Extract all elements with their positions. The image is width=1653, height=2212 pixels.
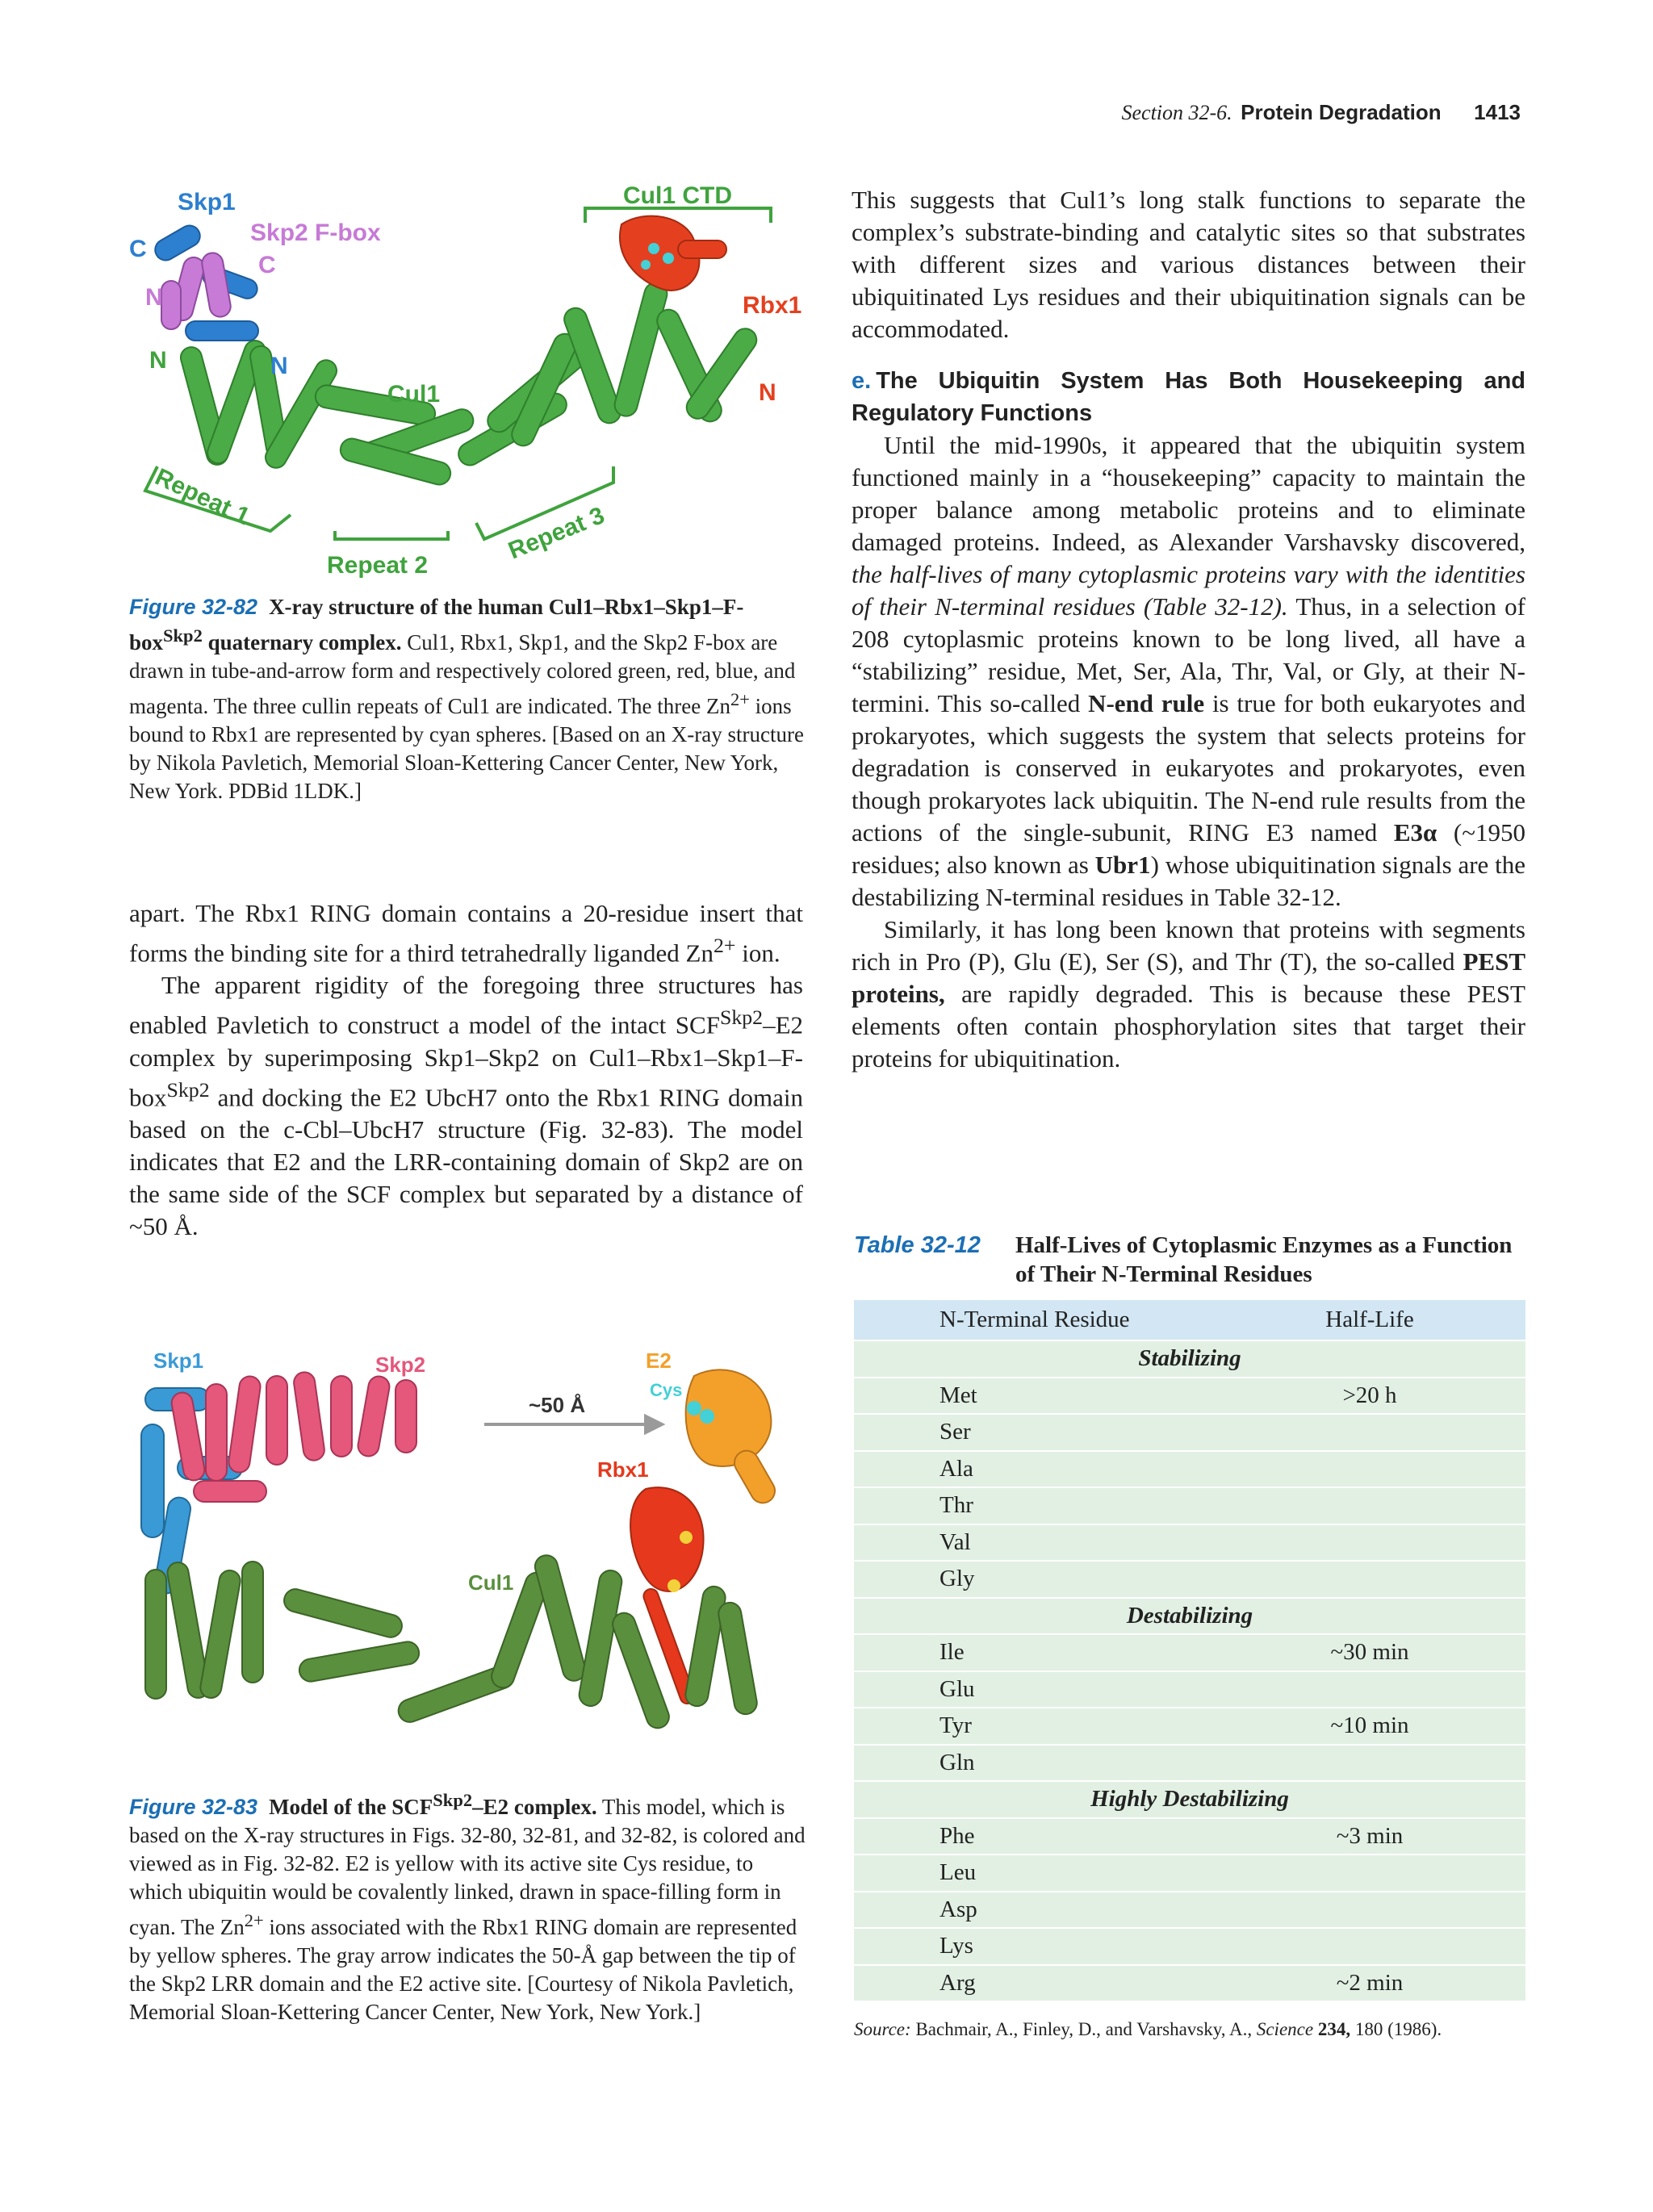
half-life-table [854,1300,1525,2002]
table-row [854,1854,1525,1892]
table-group-row [854,1598,1525,1635]
halflife-cell [1214,1892,1525,1929]
fig82-label-repeat1: Repeat 1 [151,463,254,531]
left-paragraph-1 [129,897,803,969]
table-header-row [854,1300,1525,1340]
left-p2-sup2: Skp2 [166,1077,210,1102]
fig82-title-sup: Skp2 [163,625,203,646]
page-number: 1413 [1474,100,1521,124]
section-letter: e. [852,368,872,394]
right-paragraph-0: This suggests that Cul1’s long stalk functions to separate the complex’s substrate-binding and catalytic sites so that substrates with different sizes and various distances between their ubiquitinated Lys residues and their ubiquitination signals can be accommodated. [852,186,1525,343]
fig83-label-skp2: Skp2 [375,1353,426,1377]
source-volume: 234, [1313,2019,1351,2039]
scf-e2-model-illustration [129,1344,807,1779]
right-p2-a: Similarly, it has long been known that proteins with segments rich in Pro (P), Glu (E), Ser (S), and Thr (T), the so-called [852,915,1525,976]
right-p1-bold3: Ubr1 [1094,851,1151,879]
left-p1-sup: 2+ [714,934,736,957]
table-32-12 [854,1231,1525,2042]
source-authors: Bachmair, A., Finley, D., and Varshavsky, A., [910,2019,1257,2039]
halflife-cell: ~30 min [1214,1634,1525,1671]
left-p2-a: The apparent rigidity of the foregoing three structures has enabled Pavletich to construct a model of the intact SCF [129,971,803,1039]
col-header-halflife: Half-Life [1214,1300,1525,1340]
left-paragraph-2 [129,969,803,1243]
fig82-label-rbx1: Rbx1 [743,292,802,319]
fig82-label-cul1ctd: Cul1 CTD [623,184,732,209]
right-p1-b: Thus, in a selection of 208 cytoplasmic proteins known to be long lived, all have a “stabilizing” residue, Met, Ser, Ala, Thr, Val, or Gly, at their N-termini. This so-called [852,592,1525,717]
left-column-text [129,897,803,1243]
fig82-text-a: Cul1, Rbx1, Skp1, and the Skp2 F-box are drawn in tube-and-arrow form and respectively colored green, red, blue, and magenta. The three cullin repeats of Cul1 are indicated. The three Zn [129,630,796,718]
fig82-label-n2: N [270,353,288,379]
table-title: Half-Lives of Cytoplasmic Enzymes as a Function of Their N-Terminal Residues [1015,1232,1513,1287]
halflife-cell [1214,1487,1525,1524]
left-p1-b: ion. [735,939,780,968]
halflife-cell [1214,1414,1525,1451]
residue-cell: Ser [854,1414,1214,1451]
fig82-label-repeat2: Repeat 2 [327,552,429,579]
group-label: Highly Destabilizing [854,1781,1525,1818]
halflife-cell: ~3 min [1214,1818,1525,1855]
halflife-cell: ~2 min [1214,1965,1525,2002]
residue-cell: Ile [854,1634,1214,1671]
table-row [854,1634,1525,1671]
residue-cell: Arg [854,1965,1214,2002]
left-p2-c: and docking the E2 UbcH7 onto the Rbx1 RING domain based on the c-Cbl–UbcH7 structure (Fig. 32-83). The model indicates that E2 and the LRR-containing domain of Skp2 are on the same side of the SCF complex but separated by a distance of ~50 Å. [129,1082,803,1240]
residue-cell: Glu [854,1671,1214,1708]
fig82-label-repeat3: Repeat 3 [504,502,609,565]
halflife-cell [1214,1561,1525,1598]
right-p1-bold2: E3α [1393,818,1437,847]
right-p1-c: is true for both eukaryotes and prokaryotes, which suggests the system that selects proteins for degradation is conserved in eukaryotes and prokaryotes, even though prokaryotes lack ubiquitin. The N-end rule results from the actions of the single-subunit, RING E3 named [852,689,1525,847]
table-group-row [854,1340,1525,1378]
halflife-cell [1214,1671,1525,1708]
table-row [854,1414,1525,1451]
source-journal: Science [1256,2019,1314,2039]
residue-cell: Phe [854,1818,1214,1855]
halflife-cell: >20 h [1214,1378,1525,1415]
fig82-title-b: quaternary complex. [202,630,402,654]
table-row [854,1818,1525,1855]
fig83-label-skp1: Skp1 [153,1349,204,1373]
running-header [1121,100,1521,125]
cul1-complex-structure-illustration [129,184,807,587]
table-row [854,1928,1525,1965]
fig83-label-rbx1: Rbx1 [597,1457,649,1482]
right-paragraph-2 [852,914,1525,1075]
fig82-label-n1: N [145,284,163,311]
left-p1-a: apart. The Rbx1 RING domain contains a 20-residue insert that forms the binding site for a third tetrahedrally liganded Zn [129,899,803,968]
fig83-text-b: ions associated with the Rbx1 RING domain are represented by yellow spheres. The gray arrow indicates the 50-Å gap between the tip of the Skp2 LRR domain and the E2 active site. [Courtesy of Nikola Pavletich, Memorial Sloan-Kettering Cancer Center, New York, New York.] [129,1915,797,2024]
source-pages: 180 (1986). [1350,2019,1442,2039]
table-source [854,2017,1525,2042]
halflife-cell: ~10 min [1214,1708,1525,1745]
col-header-residue: N-Terminal Residue [854,1300,1214,1340]
halflife-cell [1214,1451,1525,1488]
table-row [854,1708,1525,1745]
fig82-text-b: ions bound to Rbx1 are represented by cyan spheres. [Based on an X-ray structure by Nikola Pavletich, Memorial Sloan-Kettering Cancer Center, New York, New York. PDBid 1LDK.] [129,694,804,803]
fig82-label-skp1: Skp1 [178,189,236,215]
right-p1-a: Until the mid-1990s, it appeared that the ubiquitin system functioned mainly in a “housekeeping” capacity to maintain the proper balance among metabolic proteins and to eliminate damaged proteins. Indeed, as Alexander Varshavsky discovered, [852,431,1525,556]
fig83-text-a: This model, which is based on the X-ray structures in Figs. 32-80, 32-81, and 32-82, is colored and viewed as in Fig. 32-82. E2 is yellow with its active site Cys residue, to which ubiquitin would be covalently linked, drawn in space-filling form in cyan. The Zn [129,1795,806,1939]
fig82-label-c2: C [258,252,276,278]
fig83-title-b: –E2 complex. [472,1795,597,1819]
source-label: Source: [854,2019,911,2039]
halflife-cell [1214,1928,1525,1965]
right-p2-b: are rapidly degraded. This is because these PEST elements often contain phosphorylation sites that target their proteins for ubiquitination. [852,980,1525,1073]
fig82-label-skp2-fbox: Skp2 F-box [250,220,381,246]
section-heading-text: The Ubiquitin System Has Both Housekeeping and Regulatory Functions [852,368,1525,426]
table-row [854,1965,1525,2002]
table-row [854,1524,1525,1562]
right-p2-bold: PEST proteins, [852,947,1525,1008]
residue-cell: Thr [854,1487,1214,1524]
residue-cell: Ala [854,1451,1214,1488]
residue-cell: Gly [854,1561,1214,1598]
fig82-label-c1: C [129,236,147,262]
fig83-label-cul1: Cul1 [468,1570,514,1595]
table-row [854,1671,1525,1708]
left-p2-sup1: Skp2 [719,1006,764,1030]
right-paragraph-1 [852,429,1525,914]
right-p1-italic: the half-lives of many cytoplasmic proteins vary with the identities of their N-terminal residues (Table 32-12). [852,560,1525,621]
section-heading-e [852,365,1525,429]
fig83-label-cys: Cys [650,1380,683,1400]
right-p1-bold: N-end rule [1088,689,1205,717]
header-title: Protein Degradation [1241,100,1442,124]
right-p1-d: (~1950 residues; also known as [852,818,1525,879]
residue-cell: Val [854,1524,1214,1562]
table-row [854,1378,1525,1415]
table-group-row [854,1781,1525,1818]
fig83-label-e2: E2 [646,1349,672,1373]
fig83-text-sup: 2+ [244,1910,264,1930]
halflife-cell [1214,1854,1525,1892]
table-row [854,1745,1525,1782]
fig82-label-n4: N [759,379,776,406]
group-label: Stabilizing [854,1340,1525,1378]
halflife-cell [1214,1524,1525,1562]
group-label: Destabilizing [854,1598,1525,1635]
table-row [854,1892,1525,1929]
figure-32-82-image [129,184,807,587]
table-row [854,1451,1525,1488]
fig82-title-a: X-ray structure of the human Cul1–Rbx1–Skp1–F-box [129,595,744,654]
table-body [854,1340,1525,2001]
fig83-label-distance: ~50 Å [529,1393,586,1417]
residue-cell: Lys [854,1928,1214,1965]
residue-cell: Tyr [854,1708,1214,1745]
table-row [854,1487,1525,1524]
halflife-cell [1214,1745,1525,1782]
right-column-text [852,184,1525,1075]
fig82-label-n3: N [149,347,167,374]
residue-cell: Asp [854,1892,1214,1929]
figure-32-82-caption [129,593,807,805]
figure-32-83-caption [129,1786,807,2026]
fig82-text-sup: 2+ [730,689,750,709]
fig82-label-cul1: Cul1 [387,381,441,408]
fig82-caption-label: Figure 32-82 [129,595,258,619]
table-label: Table 32-12 [854,1232,981,1258]
fig83-caption-title [269,1790,597,1819]
table-caption [854,1231,1525,1289]
header-section: Section 32-6. [1121,101,1232,124]
right-p1-e: ) whose ubiquitination signals are the destabilizing N-terminal residues in Table 32-12. [852,851,1526,911]
fig83-title-a: Model of the SCF [269,1795,433,1819]
fig83-caption-label: Figure 32-83 [129,1795,258,1819]
residue-cell: Leu [854,1854,1214,1892]
left-p2-b: –E2 complex by superimposing Skp1–Skp2 on Cul1–Rbx1–Skp1–F-box [129,1010,803,1111]
residue-cell: Gln [854,1745,1214,1782]
fig83-title-sup: Skp2 [433,1790,473,1810]
figure-32-83-image [129,1344,807,1779]
residue-cell: Met [854,1378,1214,1415]
table-row [854,1561,1525,1598]
